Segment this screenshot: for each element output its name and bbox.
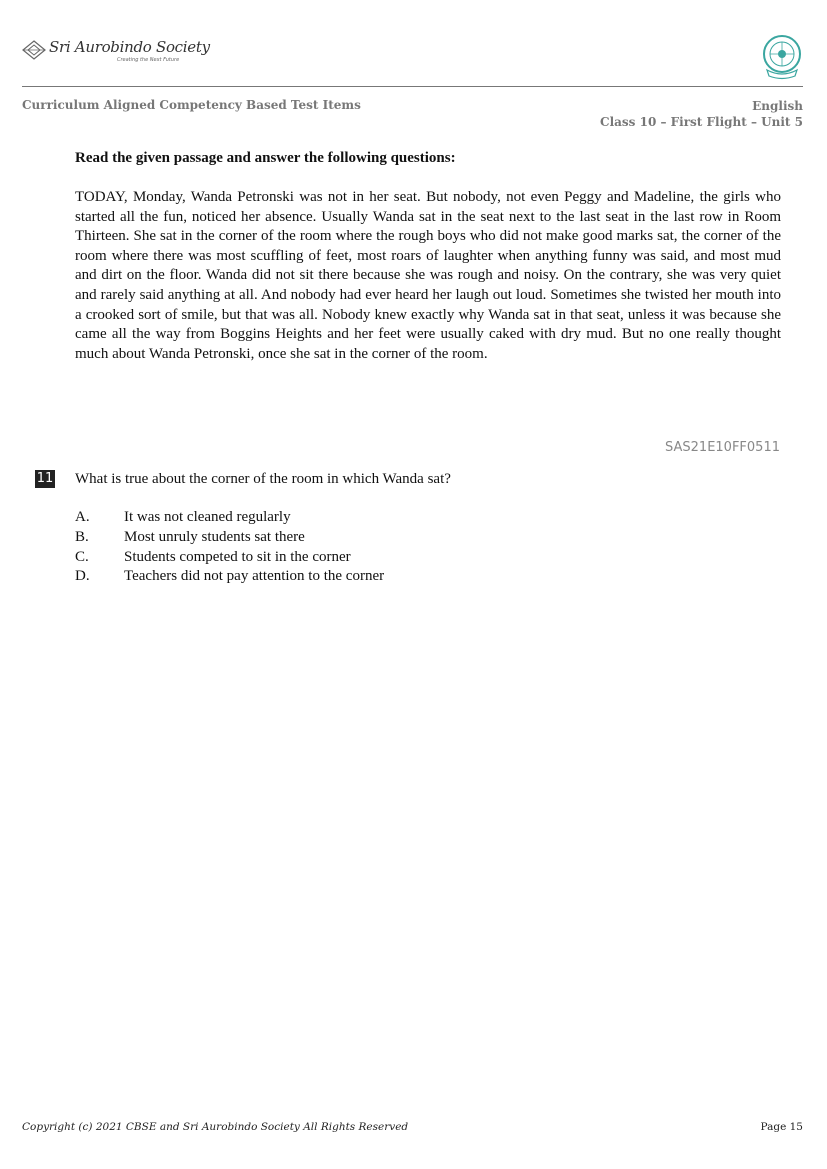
page-number: Page 15	[760, 1121, 803, 1133]
item-code: SAS21E10FF0511	[665, 440, 780, 455]
chapter-label: Class 10 – First Flight – Unit 5	[600, 115, 803, 129]
brand-name: Sri Aurobindo Society	[49, 38, 210, 56]
subject-info	[600, 98, 803, 130]
option-letter: C.	[75, 548, 89, 565]
brand-tagline: Creating the Next Future	[117, 57, 180, 63]
subject-label: English	[752, 99, 803, 113]
option-text: Teachers did not pay attention to the corner	[124, 568, 385, 585]
cbse-seal-icon	[761, 34, 803, 80]
option-text: Most unruly students sat there	[124, 528, 305, 545]
option-text: Students competed to sit in the corner	[124, 548, 351, 565]
society-emblem-icon	[22, 40, 46, 60]
option-letter: B.	[75, 528, 89, 545]
question-number-badge: 11	[36, 471, 54, 486]
sri-aurobindo-society-logo	[22, 36, 210, 68]
document-series-title: Curriculum Aligned Competency Based Test Items	[22, 98, 361, 112]
copyright-notice: Copyright (c) 2021 CBSE and Sri Aurobindo Society All Rights Reserved	[22, 1121, 409, 1133]
option-text: It was not cleaned regularly	[124, 509, 291, 525]
option-letter: A.	[75, 509, 90, 525]
passage-instruction: Read the given passage and answer the following questions:	[75, 150, 456, 166]
reading-passage: TODAY, Monday, Wanda Petronski was not in her seat. But nobody, not even Peggy and Madeline, the girls who started all the fun, noticed her absence. Usually Wanda sat in the seat next to the last seat in the last row in Room Thirteen. She sat in the corner of the room where the rough boys who did not make good marks sat, the corner of the room where there was most scuffling of feet, most roars of laughter when anything funny was said, and most mud and dirt on the floor. Wanda did not sit there because she was rough and noisy. On the contrary, she was very quiet and rarely said anything at all. And nobody had ever heard her laugh out loud. Sometimes she twisted her mouth into a crooked sort of smile, but that was all. Nobody knew exactly why Wanda sat in that seat, unless it was because she came all the way from Boggins Heights and her feet were usually caked with dry mud. But no one really thought much about Wanda Petronski, once she sat in the corner of the room.	[75, 189, 781, 362]
option-letter: D.	[75, 568, 90, 585]
header-divider	[22, 86, 803, 87]
question-text: What is true about the corner of the room in which Wanda sat?	[75, 471, 451, 487]
